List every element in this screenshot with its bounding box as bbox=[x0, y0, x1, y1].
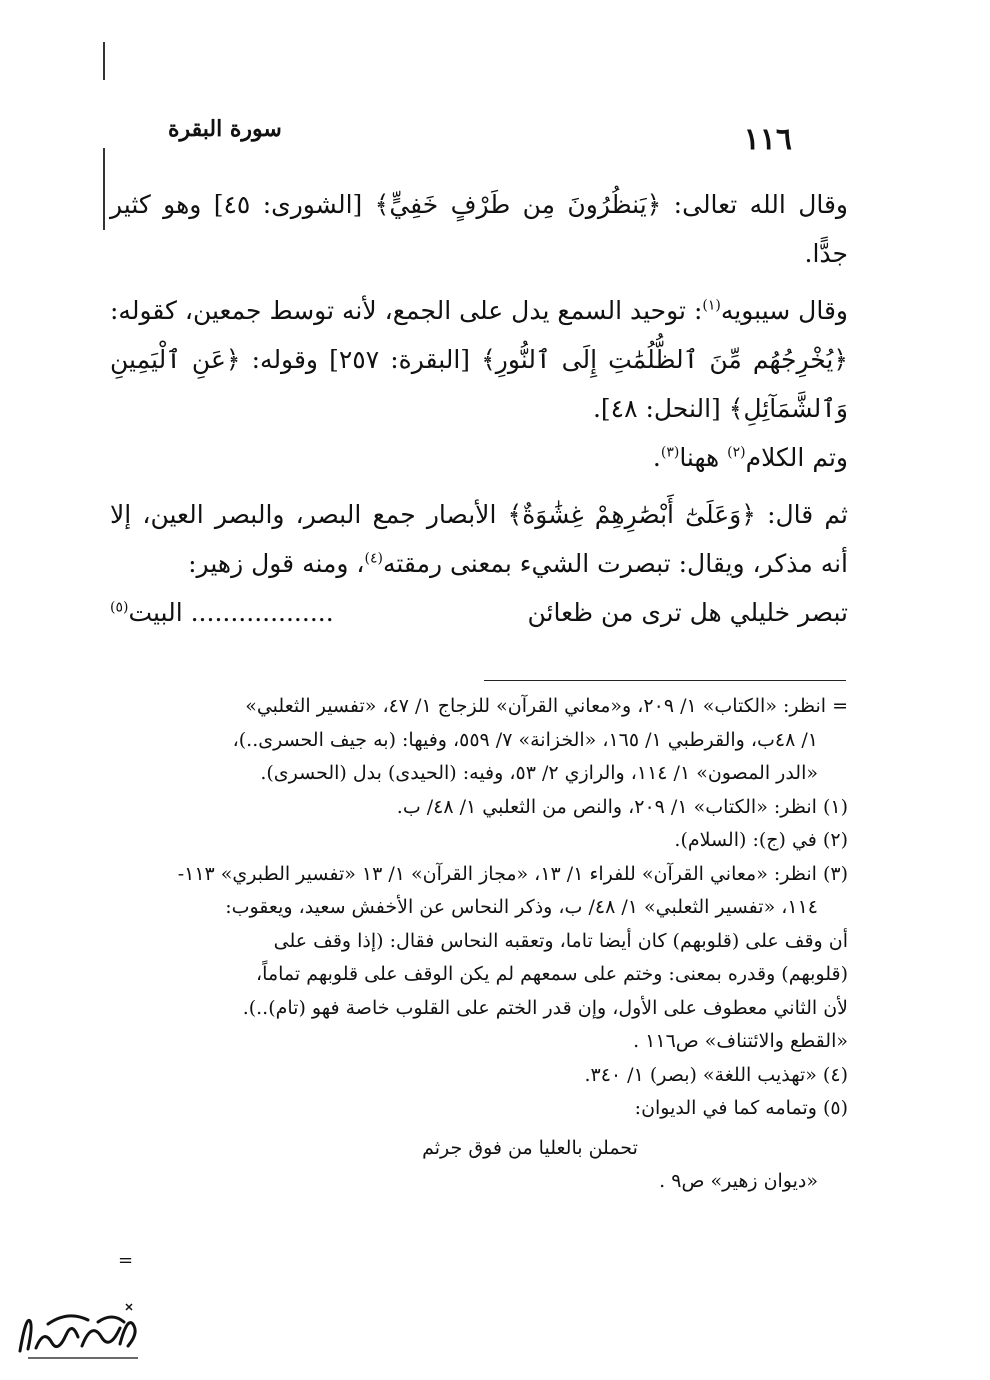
paragraph-2 bbox=[110, 286, 848, 433]
footnote-ref-2[interactable]: (٢) bbox=[727, 444, 746, 461]
footnote-3-line: أن وقف على (قلوبهم) كان أيضا تاما، وتعقبه النحاس فقال: (إذا وقف على bbox=[273, 929, 848, 952]
footnote-ref-3[interactable]: (٣) bbox=[660, 444, 680, 461]
footnote-2: (٢) في (ج): (السلام). bbox=[674, 829, 848, 851]
page-number: ١١٦ bbox=[743, 122, 792, 157]
footnote-3: (٣) انظر: «معاني القرآن» للفراء ١/ ١٣، «مجاز القرآن» ١/ ١٣ «تفسير الطبري» ١١٣- bbox=[177, 862, 848, 885]
footnote-5-verse: تحملن بالعليا من فوق جرثم bbox=[422, 1136, 638, 1159]
poem-ellipsis bbox=[110, 588, 334, 637]
paragraph-2-rest: : توحيد السمع يدل على الجمع، لأنه توسط جمعين، كقوله: ﴿يُخْرِجُهُم مِّنَ ٱلظُّلُمَٰتِ إِلَى ٱلنُّورِ﴾ [البقرة: ٢٥٧] وقوله: ﴿عَنِ ٱلْيَمِينِ وَٱلشَّمَآئِلِ﴾ [النحل: ٤٨]. bbox=[110, 296, 848, 423]
footnote-3-line: «القطع والائتناف» ص١١٦ . bbox=[633, 1030, 848, 1052]
margin-line-top bbox=[103, 42, 105, 80]
sura-title: سورة البقرة bbox=[168, 116, 282, 142]
footnote-3-line: (قلوبهم) وقدره بمعنى: وختم على سمعهم لم يكن الوقف على قلوبهم تماماً، bbox=[256, 963, 848, 985]
footnote-ref-5[interactable]: (٥) bbox=[110, 599, 129, 616]
footnote-5-reference: «ديوان زهير» ص٩ . bbox=[659, 1170, 818, 1192]
footnote-continuation-line: = انظر: «الكتاب» ١/ ٢٠٩، و«معاني القرآن» للزجاج ١/ ٤٧، «تفسير الثعلبي» bbox=[245, 695, 848, 717]
footnote-continuation-line: ١/ ٤٨ب، والقرطبي ١/ ١٦٥، «الخزانة» ٧/ ٥٥٩، وفيها: (به جيف الحسرى..)، bbox=[232, 728, 818, 751]
poem-line bbox=[110, 588, 848, 637]
paragraph-3-mid: ههنا bbox=[679, 443, 728, 472]
paragraph-3-start: وتم الكلام bbox=[745, 443, 848, 472]
continuation-mark: = bbox=[118, 1250, 134, 1271]
poem-hemistich: تبصر خليلي هل ترى من ظعائن bbox=[527, 598, 848, 627]
footnote-ref-4[interactable]: (٤) bbox=[364, 550, 383, 567]
footnote-1: (١) انظر: «الكتاب» ١/ ٢٠٩، والنص من الثعلبي ١/ ٤٨/ ب. bbox=[396, 795, 848, 818]
margin-line-middle bbox=[103, 148, 105, 230]
paragraph-4-rest: ، ومنه قول زهير: bbox=[188, 549, 365, 578]
paragraph-2-start: وقال سيبويه bbox=[720, 296, 848, 325]
footnote-3-line: ١١٤، «تفسير الثعلبي» ١/ ٤٨/ ب، وذكر النحاس عن الأخفش سعيد، ويعقوب: bbox=[225, 896, 818, 918]
footnote-3-line: لأن الثاني معطوف على الأول، وإن قدر الختم على القلوب خاصة فهو (تام)..). bbox=[242, 996, 848, 1019]
footnote-4: (٤) «تهذيب اللغة» (بصر) ١/ ٣٤٠. bbox=[584, 1063, 848, 1086]
paragraph-3 bbox=[110, 433, 848, 482]
footnote-ref-1[interactable]: (١) bbox=[702, 297, 721, 314]
paragraph-4 bbox=[110, 490, 848, 588]
paragraph-4-start: ثم قال: ﴿وَعَلَىٰٓ أَبْصَٰرِهِمْ غِشَٰوَةٌ﴾ الأبصار جمع البصر، والبصر العين، إلا أنه مذكر، ويقال: تبصرت الشيء بمعنى رمقته bbox=[110, 500, 848, 578]
paragraph-1: وقال الله تعالى: ﴿يَنظُرُونَ مِن طَرْفٍ خَفِيٍّ﴾ [الشورى: ٤٥] وهو كثير جدًّا. bbox=[110, 190, 848, 268]
footnotes bbox=[112, 690, 848, 1199]
paragraph-3-end: . bbox=[652, 443, 661, 472]
poem-ellipsis-text: .................. البيت bbox=[128, 598, 334, 627]
footnote-continuation-line: «الدر المصون» ١/ ١١٤، والرازي ٢/ ٥٣، وفيه: (الحيدى) بدل (الحسرى). bbox=[260, 762, 818, 784]
publisher-logo-icon bbox=[8, 1296, 158, 1366]
footnote-5: (٥) وتمامه كما في الديوان: bbox=[634, 1097, 848, 1119]
main-text bbox=[110, 180, 848, 637]
footnote-separator bbox=[484, 680, 846, 681]
